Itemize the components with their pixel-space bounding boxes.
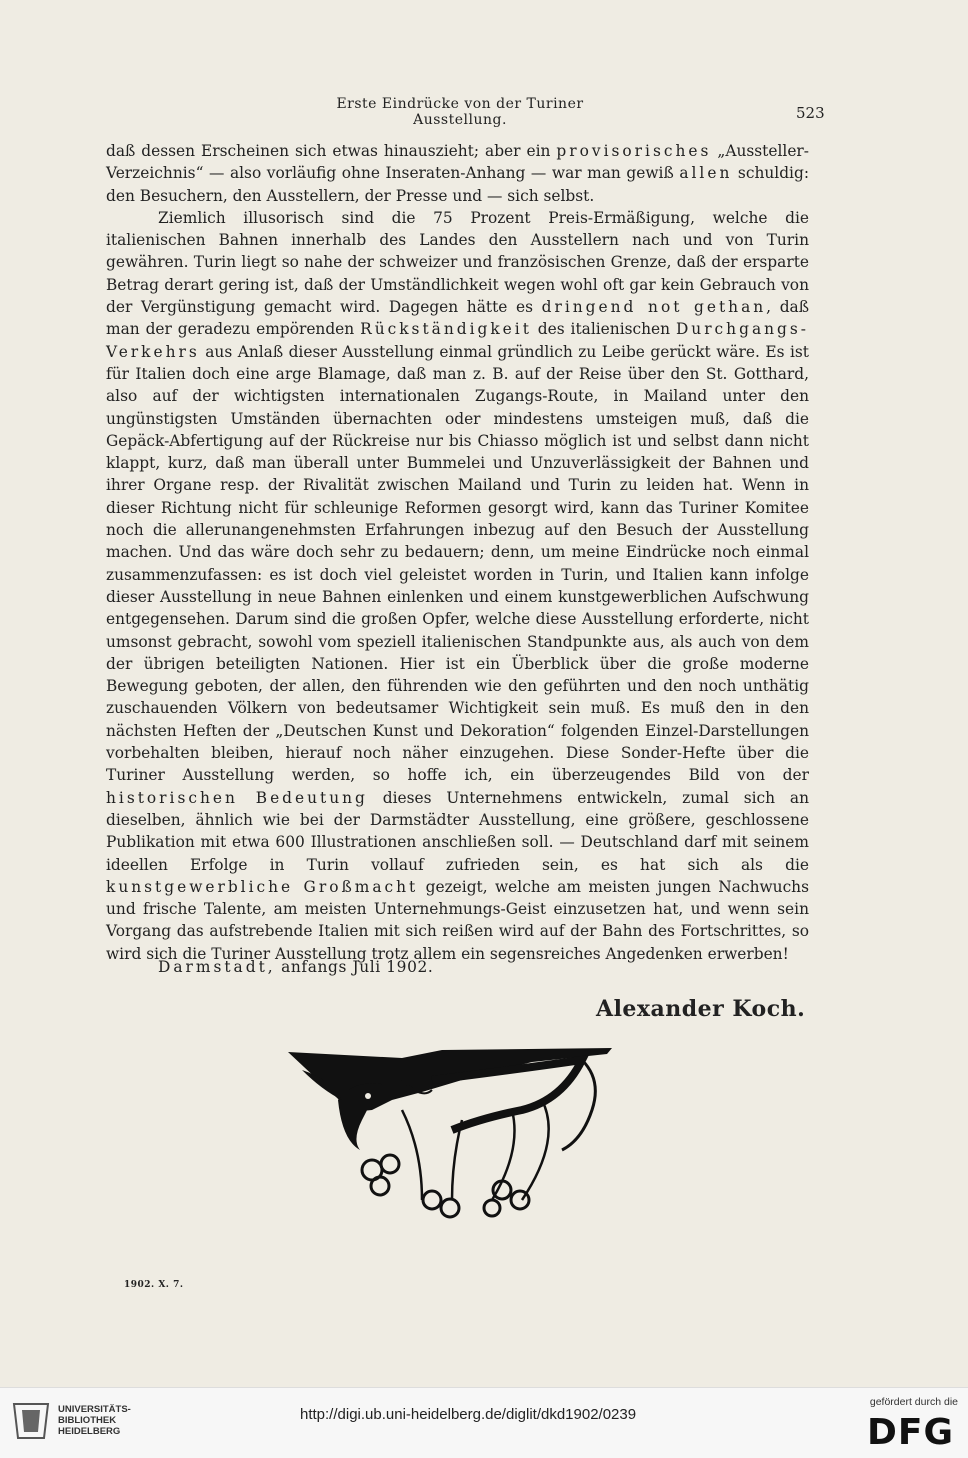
emphasis: allen bbox=[679, 164, 733, 183]
paragraph-1 bbox=[106, 140, 809, 207]
digitization-footer bbox=[0, 1387, 968, 1458]
text-run: aus Anlaß dieser Ausstellung einmal gründlich zu Leibe gerückt wäre. Es ist für Italien doch eine arge Blamage, daß man z. B. auf der Reise über den St. Gotthard, also auf der wichtigsten internationalen Zugangs-Route, in Mailand unter den ungünstigsten Umständen übernachten oder mindestens umsteigen muß, daß die Gepäck-Abfertigung auf der Rückreise nur bis Chiasso möglich ist und selbst dann nicht klappt, kurz, daß man überall unter Bummelei und Unzuverlässigkeit der Bahnen und ihrer Organe resp. der Rivalität zwischen Mailand und Turin zu leiden hat. Wenn in dieser Richtung nicht für schleunige Reformen gesorgt wird, kann das Turiner Komitee noch die allerunangenehmsten Erfahrungen inbezug auf den Besuch der Ausstellung machen. Und das wäre doch sehr zu bedauern; denn, um meine Eindrücke noch einmal zusammenzufassen: es ist doch viel geleistet worden in Turin, und Italien kann infolge dieser Ausstellung in neue Bahnen einlenken und einem kunstgewerblichen Aufschwung entgegensehen. Darum sind die großen Opfer, welche diese Ausstellung erforderte, nicht umsonst gebracht, sowohl vom speziell italienischen Standpunkte aus, als auch von dem der übrigen beteiligten Nationen. Hier ist ein Überblick über die große moderne Bewegung geboten, der allen, den führenden wie den geführten und den noch unthätig zuschauenden Völkern von bedeutsamer Wichtigkeit sein muß. Es muß den in den nächsten Heften der „Deutschen Kunst und Dekoration“ folgenden Einzel-Darstellungen vorbehalten bleiben, hierauf noch näher einzugehen. Diese Sonder-Hefte über die Turiner Ausstellung werden, so hoffe ich, ein überzeugendes Bild von der bbox=[106, 342, 809, 785]
text-run: dieses Unternehmens entwickeln, zumal sich an dieselben, ähnlich wie bei der Darmstädter Ausstellung, eine größere, geschlossene Publikation mit etwa 600 Illustrationen anschließen soll. — Deutschland darf mit seinem ideellen Erfolge in Turin vollauf zufrieden sein, es hat sich als die bbox=[106, 788, 809, 874]
printer-imprint: 1902. X. 7. bbox=[124, 1280, 184, 1290]
text-run: Ziemlich illusorisch sind die 75 Prozent Preis-Ermäßigung, welche die italienischen Bahnen innerhalb des Landes den Ausstellern nach und von Turin gewähren. Turin liegt so nahe der schweizer und französischen Grenze, daß der ersparte Betrag derart gering ist, daß der Umständlichkeit wegen wohl oft gar kein Gebrauch von der Vergünstigung gemacht wird. Dagegen hätte es bbox=[106, 208, 809, 317]
library-name-line: UNIVERSITÄTS- bbox=[58, 1404, 131, 1415]
text-run: des italienischen bbox=[531, 320, 676, 339]
emphasis: provisorisches bbox=[556, 142, 712, 160]
dateline-date: anfangs Juli 1902. bbox=[275, 958, 434, 976]
emphasis: Durchgangs-Verkehrs bbox=[106, 320, 809, 361]
page-number: 523 bbox=[796, 104, 825, 122]
funding-caption: gefördert durch die bbox=[869, 1396, 958, 1408]
permalink-url[interactable]: http://digi.ub.uni-heidelberg.de/diglit/dkd1902/0239 bbox=[300, 1406, 637, 1423]
emphasis: historischen Bedeutung bbox=[106, 788, 368, 807]
bird-vignette-illustration bbox=[282, 1040, 622, 1240]
university-seal-icon bbox=[10, 1400, 52, 1442]
text-run: daß dessen Erscheinen sich etwas hinauszieht; aber ein bbox=[106, 142, 557, 160]
paragraph-2 bbox=[106, 207, 809, 965]
article-body bbox=[106, 140, 809, 965]
dateline bbox=[158, 958, 433, 976]
author-signature: Alexander Koch. bbox=[596, 996, 806, 1022]
emphasis: dringend not gethan bbox=[541, 298, 767, 317]
emphasis: Rückständigkeit bbox=[360, 320, 532, 339]
running-head: Erste Eindrücke von der Turiner Ausstellung. bbox=[336, 96, 584, 128]
text-run: schuldig: den Besuchern, den Ausstellern, der Presse und — sich selbst. bbox=[106, 164, 809, 205]
text-run: gezeigt, welche am meisten jungen Nachwuchs und frische Talente, am meisten Unternehmungs-Geist einzusetzen hat, und wenn sein Vorgang das aufstrebende Italien mit sich reißen wird auf der Bahn des Fortschrittes, so wird sich die Turiner Ausstellung trotz allem ein segensreiches Angedenken erwerben! bbox=[106, 877, 809, 963]
dfg-logo: DFG bbox=[866, 1412, 954, 1453]
emphasis: kunstgewerbliche Großmacht bbox=[106, 877, 419, 896]
library-name bbox=[58, 1404, 131, 1437]
text-run: „Aussteller-Verzeichnis“ — also vorläufig ohne Inseraten-Anhang — war man gewiß bbox=[106, 142, 809, 183]
library-name-line: HEIDELBERG bbox=[58, 1426, 121, 1437]
text-run: , daß man der geradezu empörenden bbox=[106, 298, 809, 339]
dateline-place: Darmstadt, bbox=[158, 958, 276, 976]
library-name-line: BIBLIOTHEK bbox=[58, 1415, 117, 1426]
